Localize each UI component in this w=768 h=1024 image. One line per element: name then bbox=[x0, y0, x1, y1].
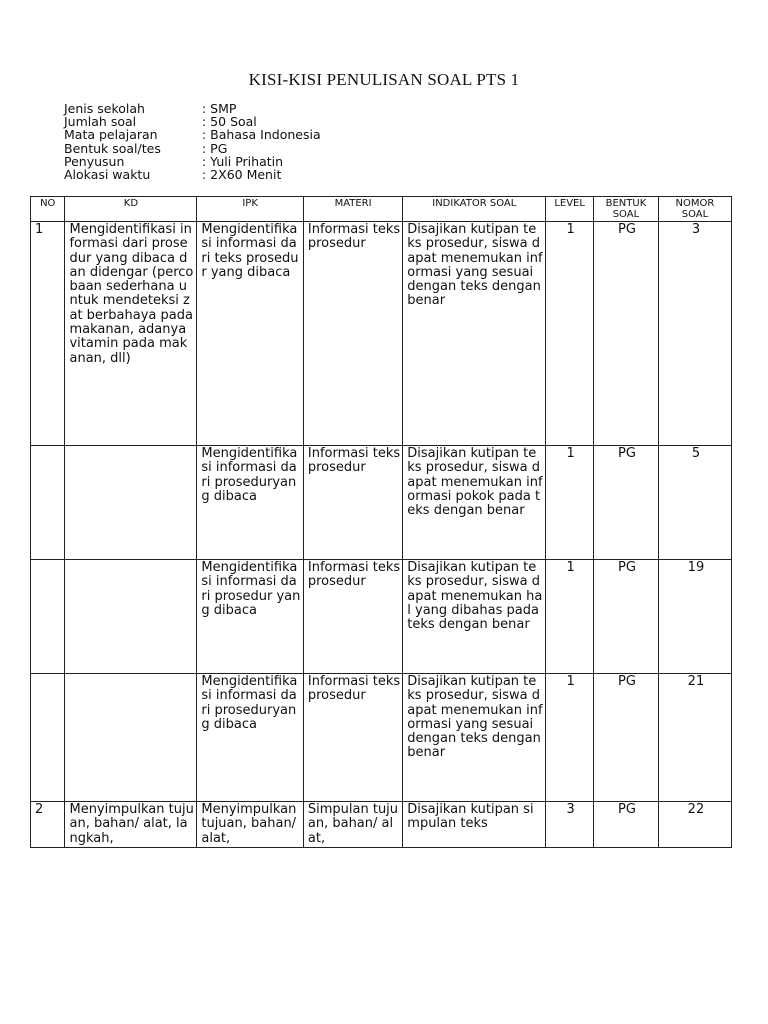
cell-no bbox=[31, 446, 65, 560]
cell-level: 1 bbox=[546, 222, 594, 446]
materi-text: Informasi teks prosedur bbox=[307, 560, 401, 590]
indikator-text: Disajikan kutipan teks prosedur, siswa dapat menemukan informasi pokok pada teks dengan benar bbox=[407, 446, 543, 519]
header-bentuk-line1: BENTUK bbox=[605, 198, 647, 209]
document-title: KISI-KISI PENULISAN SOAL PTS 1 bbox=[248, 70, 520, 89]
meta-value: : Yuli Prihatin bbox=[202, 153, 284, 169]
ipk-text: Mengidentifikasi informasi dari prosedur yang dibaca bbox=[201, 560, 301, 618]
cell-materi bbox=[303, 222, 402, 446]
header-nomor-line1: NOMOR bbox=[675, 198, 715, 209]
ipk-text: Mengidentifikasi informasi dari proseduryang dibaca bbox=[201, 446, 298, 504]
document-meta bbox=[64, 102, 321, 181]
meta-value: : SMP bbox=[202, 101, 237, 116]
indikator-text: Disajikan kutipan teks prosedur, siswa dapat menemukan hal yang dibahas pada teks dengan benar bbox=[407, 560, 543, 633]
meta-value: : 2X60 Menit bbox=[202, 166, 282, 182]
meta-value: : 50 Soal bbox=[202, 114, 257, 130]
header-materi: MATERI bbox=[303, 197, 402, 222]
table-header-row bbox=[31, 197, 732, 222]
header-indikator-soal: INDIKATOR SOAL bbox=[403, 197, 546, 222]
table-row bbox=[31, 802, 732, 848]
cell-no: 2 bbox=[31, 802, 65, 848]
indikator-text: Disajikan kutipan teks prosedur, siswa dapat menemukan informasi yang sesuai dengan teks dengan benar bbox=[407, 674, 543, 761]
cell-kd bbox=[65, 802, 197, 848]
cell-nomor: 5 bbox=[658, 446, 731, 560]
ipk-text: Mengidentifikasi informasi dari proseduryang dibaca bbox=[201, 674, 298, 732]
materi-text: Informasi teks prosedur bbox=[307, 674, 401, 704]
meta-label: Bentuk soal/tes bbox=[64, 140, 161, 156]
cell-indikator bbox=[403, 446, 546, 560]
materi-text: Simpulan tujuan, bahan/ alat, bbox=[307, 802, 399, 846]
cell-indikator bbox=[403, 802, 546, 848]
cell-nomor: 3 bbox=[658, 222, 731, 446]
meta-label: Penyusun bbox=[64, 153, 125, 169]
meta-value: : PG bbox=[202, 140, 228, 156]
ipk-text: Mengidentifikasi informasi dari teks prosedur yang dibaca bbox=[201, 222, 299, 280]
cell-materi bbox=[303, 446, 402, 560]
cell-indikator bbox=[403, 674, 546, 802]
materi-text: Informasi teks prosedur bbox=[307, 222, 401, 252]
cell-bentuk: PG bbox=[593, 674, 658, 802]
cell-materi bbox=[303, 674, 402, 802]
cell-indikator bbox=[403, 560, 546, 674]
table-row bbox=[31, 560, 732, 674]
ipk-text: Menyimpulkan tujuan, bahan/ alat, bbox=[201, 802, 297, 846]
cell-no bbox=[31, 560, 65, 674]
cell-level: 1 bbox=[546, 560, 594, 674]
materi-text: Informasi teks prosedur bbox=[307, 446, 401, 476]
cell-bentuk: PG bbox=[593, 802, 658, 848]
cell-ipk bbox=[197, 560, 304, 674]
cell-kd bbox=[65, 560, 197, 674]
meta-row-mata-pelajaran bbox=[64, 128, 321, 141]
cell-nomor: 21 bbox=[658, 674, 731, 802]
cell-bentuk: PG bbox=[593, 560, 658, 674]
meta-row-bentuk-soal bbox=[64, 142, 321, 155]
indikator-text: Disajikan kutipan simpulan teks bbox=[407, 802, 534, 832]
header-bentuk-line2: SOAL bbox=[612, 209, 640, 220]
meta-label: Jenis sekolah bbox=[64, 101, 145, 116]
kd-text: Menyimpulkan tujuan, bahan/ alat, langkah, bbox=[69, 802, 194, 846]
header-no: NO bbox=[31, 197, 65, 222]
meta-row-alokasi-waktu bbox=[64, 168, 321, 181]
header-nomor-soal bbox=[658, 197, 731, 222]
cell-kd bbox=[65, 446, 197, 560]
meta-value: : Bahasa Indonesia bbox=[202, 127, 321, 143]
cell-level: 1 bbox=[546, 446, 594, 560]
meta-label: Alokasi waktu bbox=[64, 166, 151, 182]
cell-ipk bbox=[197, 446, 304, 560]
header-bentuk-soal bbox=[593, 197, 658, 222]
cell-nomor: 22 bbox=[658, 802, 731, 848]
cell-no bbox=[31, 674, 65, 802]
cell-no: 1 bbox=[31, 222, 65, 446]
meta-label: Mata pelajaran bbox=[64, 127, 158, 143]
header-level: LEVEL bbox=[546, 197, 594, 222]
indikator-text: Disajikan kutipan teks prosedur, siswa dapat menemukan informasi yang sesuai dengan teks dengan benar bbox=[407, 222, 543, 309]
table-row bbox=[31, 446, 732, 560]
cell-ipk bbox=[197, 222, 304, 446]
cell-kd bbox=[65, 674, 197, 802]
cell-ipk bbox=[197, 802, 304, 848]
meta-row-penyusun bbox=[64, 155, 321, 168]
cell-kd bbox=[65, 222, 197, 446]
header-nomor-line2: SOAL bbox=[681, 209, 709, 220]
kisi-kisi-table bbox=[30, 196, 732, 848]
cell-bentuk: PG bbox=[593, 222, 658, 446]
cell-ipk bbox=[197, 674, 304, 802]
table-row bbox=[31, 222, 732, 446]
cell-bentuk: PG bbox=[593, 446, 658, 560]
cell-nomor: 19 bbox=[658, 560, 731, 674]
header-ipk: IPK bbox=[197, 197, 304, 222]
meta-label: Jumlah soal bbox=[64, 114, 137, 130]
cell-level: 3 bbox=[546, 802, 594, 848]
kd-text: Mengidentifikasi informasi dari prosedur yang dibaca dan didengar (percobaan sederhana untuk mendeteksi zat berbahaya pada makanan, adanya vitamin pada makanan, dll) bbox=[69, 222, 194, 366]
table-row bbox=[31, 674, 732, 802]
cell-materi bbox=[303, 560, 402, 674]
cell-indikator bbox=[403, 222, 546, 446]
header-kd: KD bbox=[65, 197, 197, 222]
cell-materi bbox=[303, 802, 402, 848]
cell-level: 1 bbox=[546, 674, 594, 802]
